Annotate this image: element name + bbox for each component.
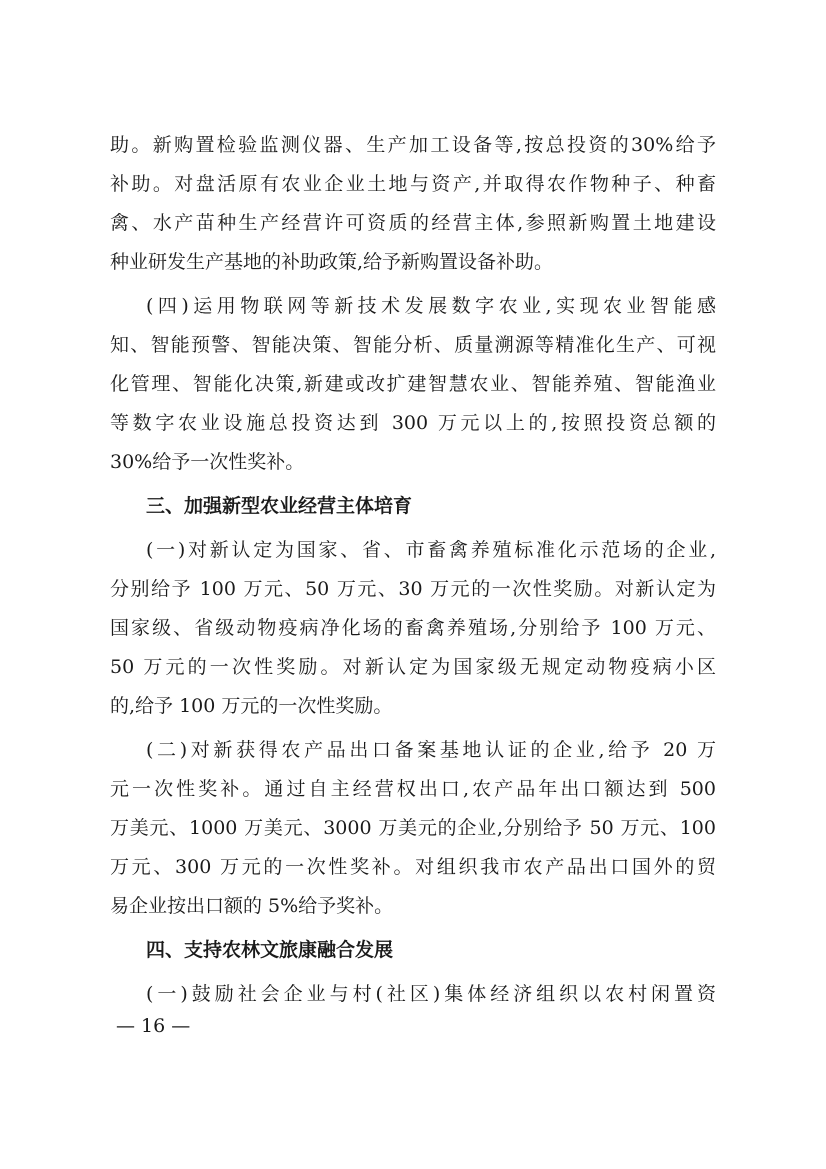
paragraph — [110, 975, 716, 1014]
paragraph — [110, 126, 716, 282]
text-line: 万元、300 万元的一次性奖补。对组织我市农产品出口国外的贸 — [110, 856, 716, 878]
text-line: 的,给予 100 万元的一次性奖励。 — [110, 695, 393, 717]
text-line: 三、加强新型农业经营主体培育 — [146, 495, 413, 517]
text-line: 化管理、智能化决策,新建或改扩建智慧农业、智能养殖、智能渔业 — [110, 373, 716, 395]
text-line: (二)对新获得农产品出口备案基地认证的企业,给予 20 万 — [146, 739, 716, 761]
text-line: (一)对新认定为国家、省、市畜禽养殖标准化示范场的企业, — [146, 539, 716, 561]
text-line: 四、支持农林文旅康融合发展 — [146, 939, 394, 961]
paragraph — [110, 287, 716, 482]
section-heading — [110, 487, 716, 526]
text-line: 补助。对盘活原有农业企业土地与资产,并取得农作物种子、种畜 — [110, 173, 716, 195]
text-line: 30%给予一次性奖补。 — [110, 451, 305, 473]
text-line: 元一次性奖补。通过自主经营权出口,农产品年出口额达到 500 — [110, 778, 716, 800]
section-heading — [110, 931, 716, 970]
text-line: 助。新购置检验监测仪器、生产加工设备等,按总投资的30%给予 — [110, 134, 716, 156]
paragraph — [110, 731, 716, 926]
text-line: 种业研发生产基地的补助政策,给予新购置设备补助。 — [110, 251, 554, 273]
text-line: 知、智能预警、智能决策、智能分析、质量溯源等精准化生产、可视 — [110, 334, 716, 356]
text-line: 50 万元的一次性奖励。对新认定为国家级无规定动物疫病小区 — [110, 656, 716, 678]
text-line: 禽、水产苗种生产经营许可资质的经营主体,参照新购置土地建设 — [110, 212, 716, 234]
paragraph — [110, 531, 716, 726]
text-line: 易企业按出口额的 5%给予奖补。 — [110, 895, 394, 917]
text-line: 分别给予 100 万元、50 万元、30 万元的一次性奖励。对新认定为 — [110, 578, 716, 600]
text-line: (四)运用物联网等新技术发展数字农业,实现农业智能感 — [146, 295, 716, 317]
text-line: 等数字农业设施总投资达到 300 万元以上的,按照投资总额的 — [110, 412, 716, 434]
page-number: — 16 — — [116, 1015, 191, 1037]
document-body — [110, 126, 716, 1019]
text-line: 国家级、省级动物疫病净化场的畜禽养殖场,分别给予 100 万元、 — [110, 617, 716, 639]
text-line: 万美元、1000 万美元、3000 万美元的企业,分别给予 50 万元、100 — [110, 817, 716, 839]
text-line: (一)鼓励社会企业与村(社区)集体经济组织以农村闲置资 — [146, 983, 716, 1005]
